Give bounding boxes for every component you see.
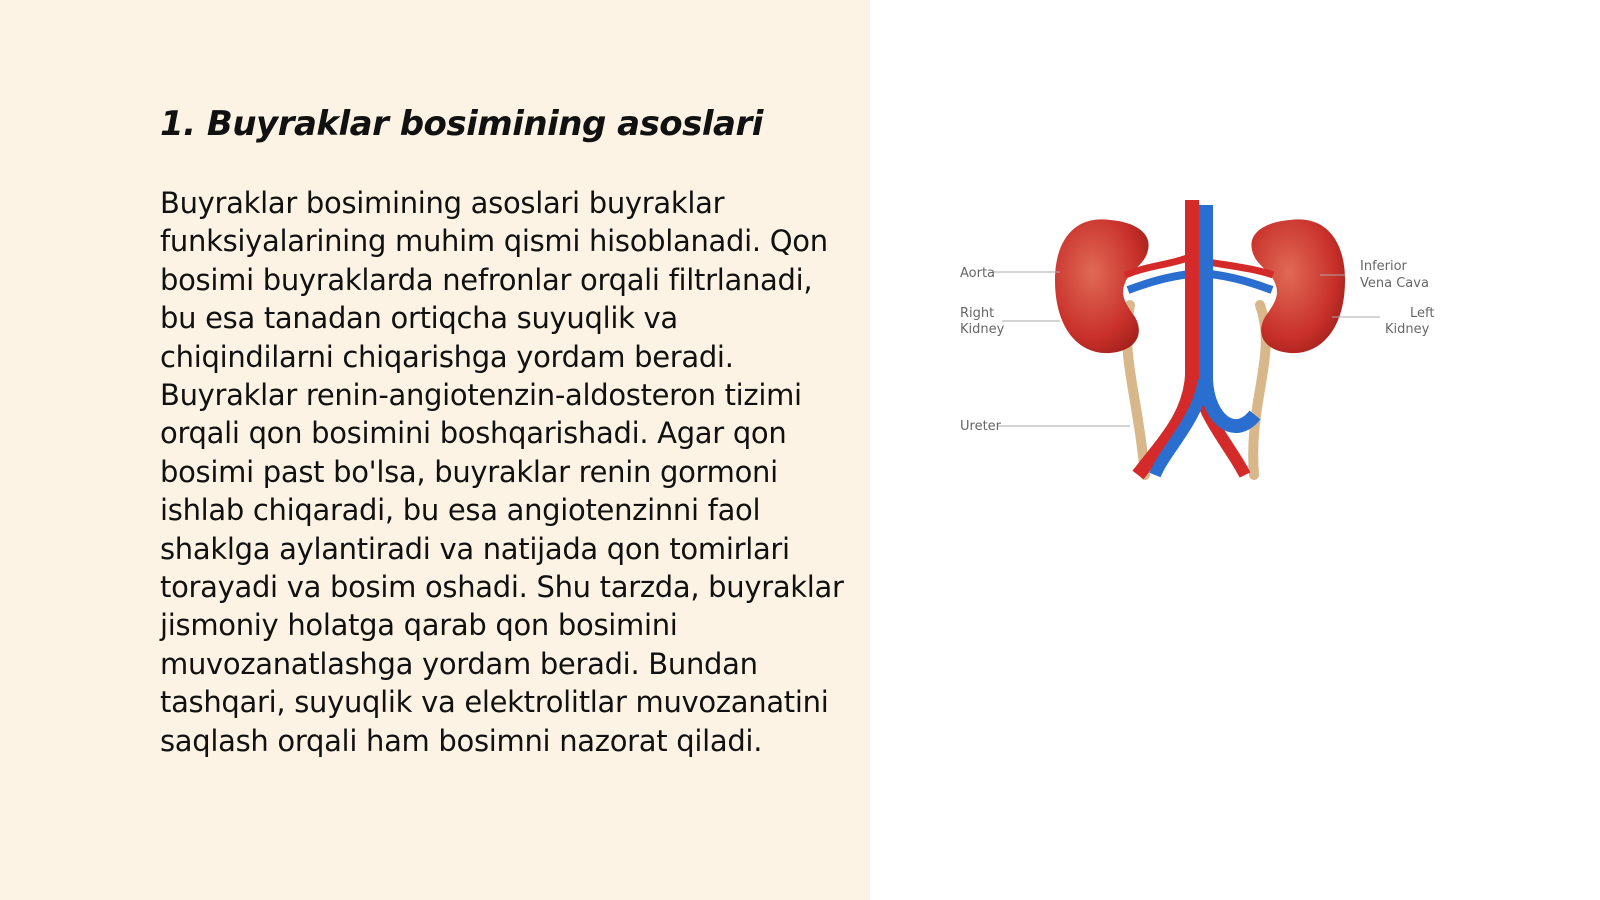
label-right-kidney-2: Kidney (960, 322, 1005, 337)
label-ivc-2: Vena Cava (1360, 276, 1429, 291)
label-ureter: Ureter (960, 419, 1002, 434)
label-left-kidney-2: Kidney (1385, 322, 1430, 337)
slide-body-text: Buyraklar bosimining asoslari buyraklar funksiyalarining muhim qismi hisoblanadi. Qon bosimi buyraklarda nefronlar orqali filtrlanadi, bu esa tanadan ortiqcha suyuqlik va chiqindilarni chiqarishga yordam beradi. Buyraklar renin-angiotenzin-aldosteron tizimi orqali qon bosimini boshqarishadi. Agar qon bosimi past bo'lsa, buyraklar renin gormoni ishlab chiqaradi, bu esa angiotenzinni faol shaklga aylantiradi va natijada qon tomirlari torayadi va bosim oshadi. Shu tarzda, buyraklar jismoniy holatga qarab qon bosimini muvozanatlashga yordam beradi. Bundan tashqari, suyuqlik va elektrolitlar muvozanatini saqlash orqali ham bosimni nazorat qiladi. (160, 186, 844, 758)
slide-title: 1. Buyraklar bosimining asoslari (160, 104, 763, 144)
inferior-vena-cava (1206, 205, 1255, 426)
kidney-diagram-svg (960, 195, 1460, 485)
label-aorta: Aorta (960, 266, 996, 281)
vena-cava-branch (1155, 380, 1204, 475)
label-right-kidney-1: Right (960, 306, 995, 321)
label-ivc-1: Inferior (1360, 259, 1407, 274)
label-left-kidney-1: Left (1410, 306, 1435, 321)
kidney-anatomy-diagram (960, 195, 1460, 485)
